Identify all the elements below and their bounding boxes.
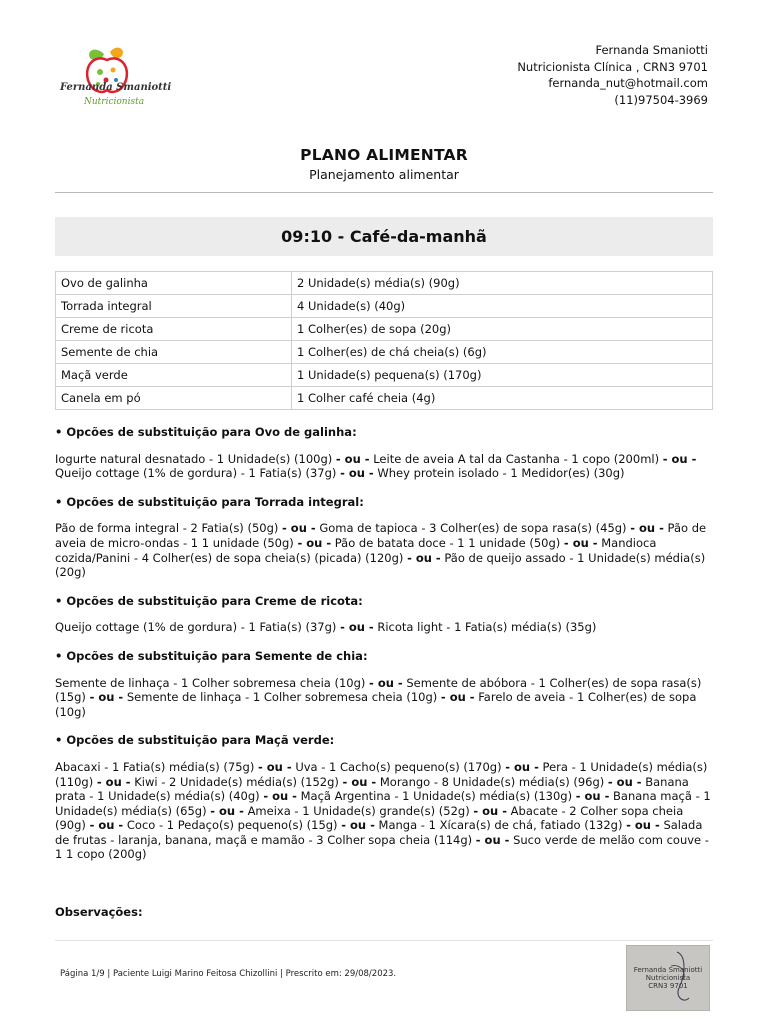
substitution-list [55, 620, 715, 635]
or-separator: - ou - [341, 818, 375, 833]
substitution-list [55, 676, 715, 720]
or-separator: - ou - [369, 675, 403, 690]
or-separator: - ou - [342, 774, 377, 789]
or-separator: - ou - [263, 789, 297, 804]
or-separator: - ou - [626, 818, 660, 833]
food-name: Creme de ricota [56, 318, 292, 341]
substitution-list [55, 760, 715, 862]
or-separator: - ou - [89, 818, 124, 833]
substitution-option: Abacate - 2 Colher sopa cheia (90g) [55, 803, 684, 833]
or-separator: - ou - [89, 690, 124, 705]
substitution-options [55, 425, 715, 876]
substitution-option: Abacaxi - 1 Fatia(s) média(s) (75g) [55, 759, 255, 774]
food-quantity: 1 Colher café cheia (4g) [292, 387, 713, 410]
substitution-option: Ameixa - 1 Unidade(s) grande(s) (52g) [247, 803, 470, 818]
contact-info [517, 42, 708, 108]
logo-tagline: Nutricionista [84, 97, 145, 107]
substitution-option: Pera - 1 Unidade(s) média(s) (110g) [55, 759, 708, 789]
nutritionist-logo [58, 40, 172, 114]
food-name: Canela em pó [56, 387, 292, 410]
food-quantity: 4 Unidade(s) (40g) [292, 295, 713, 318]
substitution-title: • Opcões de substituição para Semente de chia: [55, 648, 368, 663]
substitution-option: Pão de batata doce - 1 1 unidade (50g) [334, 535, 561, 550]
meal-header [55, 217, 713, 256]
food-name: Torrada integral [56, 295, 292, 318]
or-separator: - ou - [575, 789, 610, 804]
substitution-option: Semente de linhaça - 1 Colher sobremesa cheia (10g) [55, 675, 366, 690]
or-separator: - ou - [407, 550, 441, 565]
substitution-option: Farelo de aveia - 1 Colher(es) de sopa (10g) [55, 690, 697, 719]
or-separator: - ou - [440, 690, 475, 705]
table-row [56, 295, 713, 318]
footer-divider [55, 940, 713, 941]
or-separator: - ou - [607, 774, 642, 789]
contact-email: fernanda_nut@hotmail.com [548, 76, 708, 90]
substitution-option: Manga - 1 Xícara(s) de chá, fatiado (132g) [378, 818, 623, 833]
meal-food-table [55, 271, 713, 410]
substitution-list [55, 521, 715, 579]
food-name: Ovo de galinha [56, 272, 292, 295]
substitution-option: Semente de abóbora - 1 Colher(es) de sopa rasa(s) (15g) [55, 675, 702, 705]
substitution-title: • Opcões de substituição para Ovo de galinha: [55, 425, 357, 439]
food-quantity: 1 Unidade(s) pequena(s) (170g) [292, 364, 713, 387]
table-row [56, 364, 713, 387]
food-quantity: 1 Colher(es) de chá cheia(s) (6g) [292, 341, 713, 364]
or-separator: - ou - [340, 620, 374, 635]
or-separator: - ou - [282, 521, 316, 536]
stamp-text [627, 966, 709, 990]
food-name: Semente de chia [56, 341, 292, 364]
stamp-role: Nutricionista [645, 974, 691, 982]
or-separator: - ou - [335, 451, 370, 466]
substitution-option: Ricota light - 1 Fatia(s) média(s) (35g) [377, 620, 597, 635]
food-name: Maçã verde [56, 364, 292, 387]
or-separator: - ou - [473, 803, 508, 818]
page-title: PLANO ALIMENTAR [300, 146, 468, 164]
meal-title: 09:10 - Café-da-manhã [281, 227, 487, 246]
substitution-option: Kiwi - 2 Unidade(s) média(s) (152g) [134, 774, 339, 789]
contact-name: Fernanda Smaniotti [595, 43, 708, 57]
title-block [0, 146, 768, 182]
or-separator: - ou - [505, 759, 539, 774]
or-separator: - ou - [258, 759, 292, 774]
stamp-registration: CRN3 9701 [648, 982, 688, 990]
food-quantity: 1 Colher(es) de sopa (20g) [292, 318, 713, 341]
substitution-title: • Opcões de substituição para Creme de ricota: [55, 593, 363, 608]
or-separator: - ou - [96, 774, 131, 789]
substitution-option: Coco - 1 Pedaço(s) pequeno(s) (15g) [126, 818, 338, 833]
substitution-option: Pão de aveia de micro-ondas - 1 1 unidade (50g) [55, 521, 707, 550]
logo-name: Fernanda Smaniotti [60, 82, 172, 93]
substitution-option: Queijo cottage (1% de gordura) - 1 Fatia(s) (37g) [55, 620, 337, 635]
substitution-option: Banana prata - 1 Unidade(s) média(s) (40g) [55, 774, 689, 804]
table-row [56, 272, 713, 295]
or-separator: - ou - [563, 535, 598, 550]
or-separator: - ou - [210, 803, 244, 818]
substitution-option: Suco verde de melão com couve - 1 1 copo (200g) [55, 832, 709, 862]
page-subtitle: Planejamento alimentar [309, 167, 459, 182]
or-separator: - ou - [630, 521, 664, 536]
or-separator: - ou - [475, 832, 510, 847]
substitution-option: Leite de aveia A tal da Castanha - 1 copo (200ml) [373, 451, 660, 466]
signature-stamp [626, 945, 710, 1011]
observations-label: Observações: [55, 905, 143, 919]
food-quantity: 2 Unidade(s) média(s) (90g) [292, 272, 713, 295]
substitution-option: Semente de linhaça - 1 Colher sobremesa cheia (10g) [126, 690, 438, 705]
substitution-title: • Opcões de substituição para Maçã verde: [55, 733, 335, 748]
substitution-list [55, 452, 715, 481]
substitution-option: Iogurte natural desnatado - 1 Unidade(s) (100g) [55, 451, 333, 466]
substitution-option: Maçã Argentina - 1 Unidade(s) média(s) (130g) [300, 789, 573, 804]
title-divider [55, 192, 713, 193]
table-row [56, 341, 713, 364]
substitution-option: Uva - 1 Cacho(s) pequeno(s) (170g) [295, 759, 502, 774]
substitution-option: Pão de queijo assado - 1 Unidade(s) média(s) (20g) [55, 550, 706, 580]
contact-credential: Nutricionista Clínica , CRN3 9701 [517, 59, 708, 74]
or-separator: - ou - [297, 535, 332, 550]
substitution-option: Morango - 8 Unidade(s) média(s) (96g) [379, 774, 605, 789]
or-separator: - ou - [662, 451, 697, 466]
substitution-title: • Opcões de substituição para Torrada integral: [55, 494, 364, 509]
substitution-option: Mandioca cozida/Panini - 4 Colher(es) de sopa cheia(s) (picada) (120g) [55, 535, 657, 565]
substitution-option: Queijo cottage (1% de gordura) - 1 Fatia(s) (37g) [55, 466, 337, 481]
table-row [56, 318, 713, 341]
substitution-option: Banana maçã - 1 Unidade(s) média(s) (65g) [55, 789, 711, 818]
substitution-option: Goma de tapioca - 3 Colher(es) de sopa rasa(s) (45g) [319, 521, 627, 536]
substitution-option: Whey protein isolado - 1 Medidor(es) (30g) [377, 466, 625, 481]
substitution-option: Pão de forma integral - 2 Fatia(s) (50g) [55, 521, 279, 536]
or-separator: - ou - [340, 466, 374, 481]
contact-phone: (11)97504-3969 [614, 92, 708, 107]
table-row [56, 387, 713, 410]
page-footer: Página 1/9 | Paciente Luigi Marino Feitosa Chizollini | Prescrito em: 29/08/2023. [60, 969, 397, 979]
stamp-name: Fernanda Smaniotti [633, 966, 703, 974]
substitution-option: Salada de frutas - laranja, banana, maçã e mamão - 3 Colher sopa cheia (114g) [55, 818, 703, 847]
